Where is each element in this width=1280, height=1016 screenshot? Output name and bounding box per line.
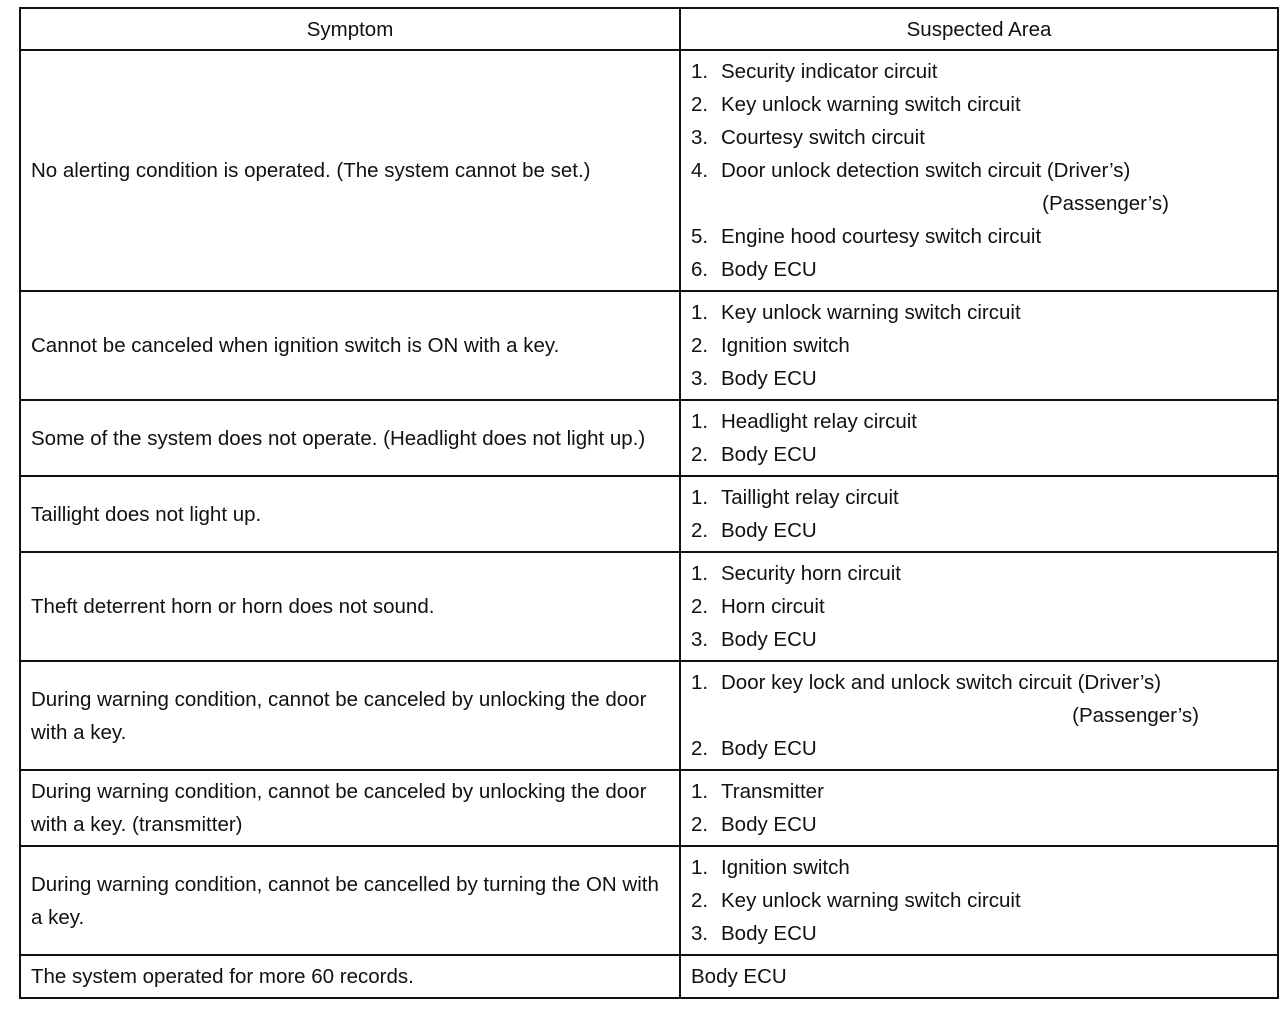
area-item-text: Key unlock warning switch circuit — [721, 889, 1021, 912]
area-item — [691, 514, 1267, 547]
suspected-area-cell — [680, 955, 1278, 998]
area-item — [691, 121, 1267, 154]
area-item-text: Taillight relay circuit — [721, 486, 899, 509]
area-item — [691, 732, 1267, 765]
area-item-text: Body ECU — [721, 628, 817, 651]
area-item-continuation: (Passenger’s) — [1072, 704, 1199, 727]
area-item-number: 3. — [691, 367, 709, 390]
area-item-text: Horn circuit — [721, 595, 825, 618]
symptom-cell: During warning condition, cannot be canceled by unlocking the door with a key. (transmitter) — [20, 770, 680, 846]
troubleshooting-sheet — [19, 7, 1277, 999]
area-item-number: 2. — [691, 443, 709, 466]
suspected-area-cell — [680, 770, 1278, 846]
area-item-text: Ignition switch — [721, 334, 850, 357]
area-item-text: Body ECU — [721, 258, 817, 281]
area-item — [691, 808, 1267, 841]
area-item-number: 2. — [691, 519, 709, 542]
area-item-number: 2. — [691, 334, 709, 357]
area-item — [691, 851, 1267, 884]
area-item-text: Body ECU — [691, 965, 787, 988]
area-item — [691, 557, 1267, 590]
header-suspected-area: Suspected Area — [680, 8, 1278, 50]
area-item-text: Courtesy switch circuit — [721, 126, 925, 149]
area-item-number: 1. — [691, 671, 709, 694]
area-item — [691, 481, 1267, 514]
symptom-cell: No alerting condition is operated. (The system cannot be set.) — [20, 50, 680, 291]
area-item-number: 2. — [691, 93, 709, 116]
area-item — [691, 405, 1267, 438]
area-item-text: Body ECU — [721, 367, 817, 390]
suspected-area-cell — [680, 552, 1278, 661]
area-item-text: Engine hood courtesy switch circuit — [721, 225, 1042, 248]
area-item — [691, 666, 1267, 699]
area-item-text: Security horn circuit — [721, 562, 902, 585]
table-row — [20, 476, 1278, 552]
suspected-area-cell — [680, 846, 1278, 955]
area-item-number: 3. — [691, 126, 709, 149]
area-item — [691, 220, 1267, 253]
table-row — [20, 400, 1278, 476]
area-item-number: 1. — [691, 856, 709, 879]
table-row — [20, 50, 1278, 291]
table-row — [20, 661, 1278, 770]
table-row — [20, 770, 1278, 846]
area-item — [691, 884, 1267, 917]
area-item-number: 3. — [691, 628, 709, 651]
area-item-text: Transmitter — [721, 780, 824, 803]
area-item-number: 1. — [691, 60, 709, 83]
symptom-cell: Cannot be canceled when ignition switch is ON with a key. — [20, 291, 680, 400]
area-item-text: Key unlock warning switch circuit — [721, 93, 1021, 116]
area-item-text: Door key lock and unlock switch circuit (Driver’s) — [721, 671, 1162, 694]
table-header-row — [20, 8, 1278, 50]
area-item-number: 2. — [691, 813, 709, 836]
area-item — [691, 253, 1267, 286]
area-item-text: Body ECU — [721, 519, 817, 542]
area-item-text: Door unlock detection switch circuit (Driver’s) — [721, 159, 1131, 182]
area-item-text: Headlight relay circuit — [721, 410, 917, 433]
area-item-text: Ignition switch — [721, 856, 850, 879]
symptom-cell: During warning condition, cannot be cancelled by turning the ON with a key. — [20, 846, 680, 955]
suspected-area-cell — [680, 661, 1278, 770]
area-item-number: 1. — [691, 562, 709, 585]
area-item-text: Body ECU — [721, 813, 817, 836]
area-item-number: 1. — [691, 301, 709, 324]
header-symptom: Symptom — [20, 8, 680, 50]
table-row — [20, 846, 1278, 955]
area-item-text: Key unlock warning switch circuit — [721, 301, 1021, 324]
area-item-text: Body ECU — [721, 737, 817, 760]
area-item-number: 2. — [691, 595, 709, 618]
symptom-table — [19, 7, 1279, 999]
area-item-number: 2. — [691, 889, 709, 912]
suspected-area-cell — [680, 400, 1278, 476]
area-item-number: 2. — [691, 737, 709, 760]
area-item-text: Body ECU — [721, 922, 817, 945]
suspected-area-cell — [680, 476, 1278, 552]
area-item-text: Body ECU — [721, 443, 817, 466]
area-item — [691, 590, 1267, 623]
area-item — [691, 88, 1267, 121]
table-row — [20, 291, 1278, 400]
symptom-cell: Some of the system does not operate. (Headlight does not light up.) — [20, 400, 680, 476]
area-item-number: 3. — [691, 922, 709, 945]
area-item — [691, 154, 1267, 187]
area-item-number: 5. — [691, 225, 709, 248]
symptom-cell: During warning condition, cannot be canceled by unlocking the door with a key. — [20, 661, 680, 770]
area-item — [691, 329, 1267, 362]
suspected-area-cell — [680, 291, 1278, 400]
area-item — [691, 55, 1267, 88]
symptom-cell: The system operated for more 60 records. — [20, 955, 680, 998]
symptom-cell: Taillight does not light up. — [20, 476, 680, 552]
area-item — [691, 917, 1267, 950]
area-item-number: 4. — [691, 159, 709, 182]
area-item-continuation: (Passenger’s) — [1042, 192, 1169, 215]
area-item — [691, 296, 1267, 329]
symptom-cell: Theft deterrent horn or horn does not sound. — [20, 552, 680, 661]
table-row — [20, 955, 1278, 998]
area-item — [691, 362, 1267, 395]
area-item-text: Security indicator circuit — [721, 60, 938, 83]
area-item-number: 6. — [691, 258, 709, 281]
table-row — [20, 552, 1278, 661]
suspected-area-cell — [680, 50, 1278, 291]
area-item-number: 1. — [691, 780, 709, 803]
area-item — [691, 623, 1267, 656]
area-item-number: 1. — [691, 410, 709, 433]
area-item — [691, 775, 1267, 808]
area-item — [691, 438, 1267, 471]
area-item-number: 1. — [691, 486, 709, 509]
